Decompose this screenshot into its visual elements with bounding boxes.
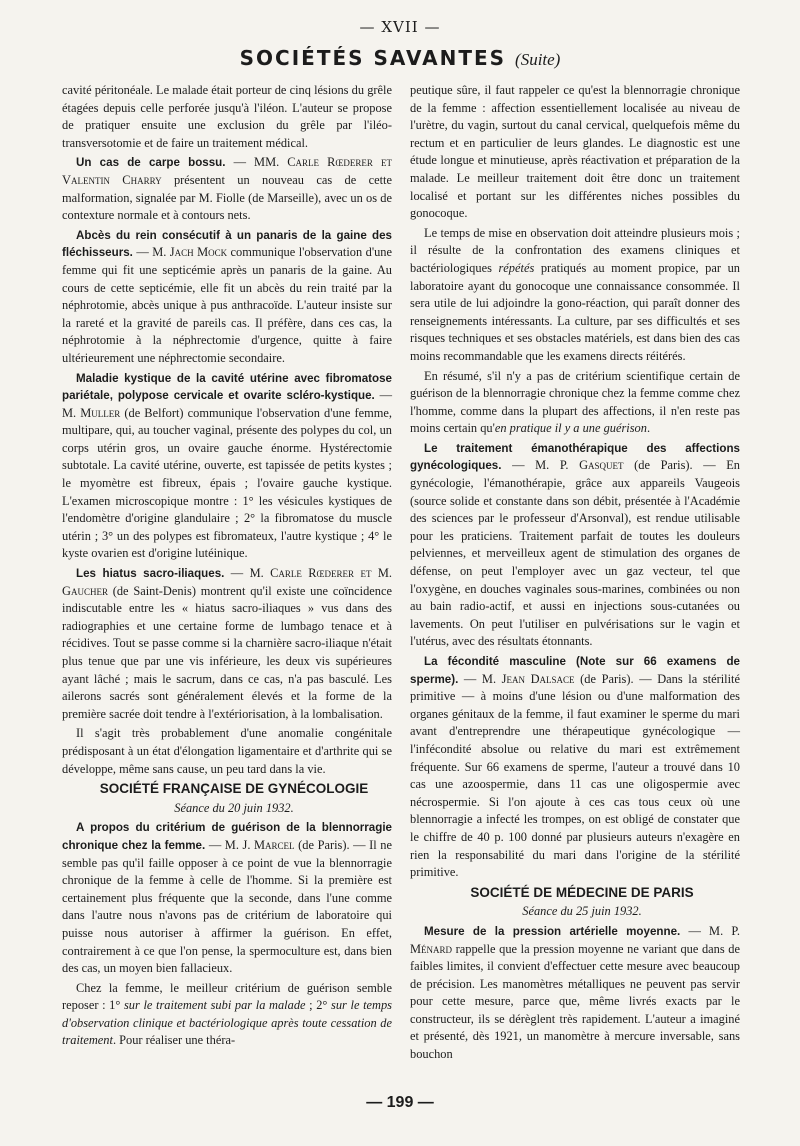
article-heading: Abcès du rein consécutif à un panaris de la gaine des fléchisseurs. [62,228,392,260]
left-column [62,82,392,1052]
author-name: Jach Mock [169,245,228,260]
page-number: — 199 — [366,1094,434,1111]
paragraph: Le temps de mise en observation doit atteindre plusieurs mois ; il résulte de la confrontation des examens cliniques et bactériologiques répétés pratiqués au moment propice, par un laboratoire ayant du gonocoque une connaissance consommée. Il sera utile de lui adjoindre la gono-réaction, qui paraît donner des renseignements intéressants. La culture, par ses difficultés et ses risques techniques et ses obstacles matériels, est dans bien des cas moins recommandable que les examens directs réitérés. [410,225,740,363]
page-number-top: — XVII — [359,18,441,36]
article-heading: Un cas de carpe bossu. [76,156,226,170]
article-heading: Les hiatus sacro-iliaques. [76,567,225,581]
author-name: Ménard [410,941,453,956]
paragraph: peutique sûre, il faut rappeler ce qu'est la blennorragie chronique de la femme : affection essentiellement localisée au niveau de l'urètre, du vagin, surtout du canal cervical, quelquefois même du rectum et en particulier de leurs glandes. Le diagnostic est une étude longue et minutieuse, après réactivation et préparation de la malade. Le meilleur traitement doit être donc un traitement localisé et portant sur les différentes niches possibles du gonocoque. [410,83,740,221]
paragraph: cavité péritonéale. Le malade était porteur de cinq lésions du grêle étagées depuis celle perforée jusqu'à l'iléon. L'auteur se propose de pratiquer ensuite une exclusion du grêle par l'iléo-transversotomie et de faire un traitement médical. [62,83,392,150]
paragraph: Le traitement émanothérapique des affections gynécologiques. — M. P. Gasquet (de Paris). — En gynécologie, l'émanothérapie, grâce aux appareils Vaugeois (source solide et constante dans son débit, présentée à l'Académie des sciences par le professeur d'Arsonval), est rendue utilisable pour les praticiens. Traitement parfait de toutes les douleurs pelviennes, et merveilleux agent de stimulation des organes de défense, on peut l'employer avec un gaz vecteur, tel que l'oxygène, en douches vaginales sous-marines, combinées ou non au bain radio-actif, et aussi en injections sous-cutanées ou lavements. On peut l'utiliser en pulvérisations sur le vagin et l'utérus, avec des résultats étonnants. [410,441,741,649]
article-heading: Le traitement émanothérapique des affections gynécologiques. [410,441,740,473]
paragraph: Chez la femme, le meilleur critérium de guérison semble reposer : 1° sur le traitement subi par la malade ; 2° sur le temps d'observation clinique et bactériologique après toute cessation de traitement. Pour réaliser une théra- [62,980,392,1048]
paragraph: Abcès du rein consécutif à un panaris de la gaine des fléchisseurs. — M. Jach Mock communique l'observation d'une femme qui fit une septicémie après un panaris de la gaine. Au cours de cette septicémie, elle fit un abcès du rein traité par la néphrotomie, abcès unique à pus anthracoïde. L'auteur insiste sur la rareté et la gravité de pareils cas. Il préfère, dans ces cas, la néphrotomie à la néphrectomie d'urgence, quitte à faire ultérieurement une néphrectomie secondaire. [62,228,392,365]
section-date: Séance du 20 juin 1932. [174,800,294,815]
paragraph: A propos du critérium de guérison de la blennorragie chronique chez la femme. — M. J. Marcel (de Paris). — Il ne semble pas qu'il faille opposer à ce point de vue la blennorragie chronique de la femme à celle de l'homme. Si la première est certainement plus fréquente que la seconde, dans l'une comme dans l'autre nous n'avons pas de critérium de laboratoire qui puisse nous autoriser à affirmer la guérison. En effet, contrairement à ce que l'on pense, la spermoculture est, dans bien des cas, un moyen bien fallacieux. [62,821,392,976]
paragraph: Maladie kystique de la cavité utérine avec fibromatose pariétale, polypose cervicale et ovarite scléro-kystique. — M. Muller (de Belfort) communique l'observation d'une femme, multipare, qui, au toucher vaginal, présente des polypes du col, un corps utérin gros, un ovaire gauche énorme. Hystérectomie subtotale. La cavité utérine, ouverte, est tapissée de petits kystes ; le myomètre est fibreux, épais ; l'ovaire gauche kystique. L'examen microscopique montre : 1° les vésicules kystiques de l'endomètre d'origine glandulaire ; 2° la fibromatose du muscle utérin ; 3° un des polypes est fibromateux, l'autre kystique ; 4° le kyste ovarien est d'origine lutéinique. [62,371,392,561]
running-title-suite: (Suite) [515,50,561,69]
author-name: Muller [80,405,121,420]
section-title: SOCIÉTÉ FRANÇAISE DE GYNÉCOLOGIE [99,781,369,797]
article-heading: A propos du critérium de guérison de la blennorragie chronique chez la femme. [62,821,392,852]
section-title: SOCIÉTÉ DE MÉDECINE DE PARIS [470,884,694,900]
article-heading: Maladie kystique de la cavité utérine avec fibromatose pariétale, polypose cervicale et ovarite scléro-kystique. [62,371,392,403]
right-column [410,82,740,1066]
article-heading: Mesure de la pression artérielle moyenne. [424,924,681,938]
author-name: Carle Rœderer et M. Gaucher [62,566,392,598]
running-title-text: SOCIÉTÉS SAVANTES [239,46,507,70]
paragraph: En résumé, s'il n'y a pas de critérium scientifique certain de guérison de la blennorragie chronique chez la femme comme chez l'homme, comme dans la plupart des affections, il n'en reste pas moins certain qu'en pratique il y a une guérison. [410,368,740,436]
author-name: Carle Rœderer et Valentin Charry [62,155,392,187]
author-name: Jean Dalsace [501,671,575,686]
running-title [0,46,800,70]
author-name: Gasquet [579,458,624,473]
paragraph: Les hiatus sacro-iliaques. — M. Carle Rœderer et M. Gaucher (de Saint-Denis) montrent qu'il existe une coïncidence indiscutable entre les « hiatus sacro-iliaques » vus dans des radiographies et une certaine forme de lumbago tenace et à récidives. Tout se passe comme si la charnière sacro-iliaque n'était plus tenue que par une vis inférieure, les deux vis supérieures ayant lâché ; mais le sacrum, dans ce cas, n'a pas basculé. Les ailerons sacrés sont généralement élevés et la forme de la première sacrée doit tendre à l'extériorisation, à la lombalisation. [62,566,392,721]
paragraph: Un cas de carpe bossu. — MM. Carle Rœderer et Valentin Charry présentent un nouveau cas de cette malformation, signalée par M. Fiolle (de Marseille), avec un os de contexture normale et à contours nets. [62,155,392,223]
article-heading: La fécondité masculine (Note sur 66 examens de sperme). [410,655,740,686]
paragraph: Il s'agit très probablement d'une anomalie congénitale prédisposant à un état d'élongation ligamentaire et d'arthrite qui se développe, même sans cause, un peu tard dans la vie. [62,726,392,776]
paragraph: Mesure de la pression artérielle moyenne. — M. P. Ménard rappelle que la pression moyenne ne variant que dans de faibles limites, il convient d'effectuer cette mesure avec beaucoup de précision. Les manomètres métalliques ne peuvent pas servir pour cette mesure, parce que, même livrés exacts par le constructeur, ils se dérèglent très rapidement. L'auteur a imaginé et présenté, dès 1921, un manomètre à mercure inversable, sans bouchon [410,923,740,1062]
paragraph: La fécondité masculine (Note sur 66 examens de sperme). — M. Jean Dalsace (de Paris). — Dans la stérilité primitive — à moins d'une lésion ou d'une malformation des organes génitaux de la femme, il faut examiner le sperme du mari avant d'entreprendre une thérapeutique gynécologique — l'infécondité absolue ou relative du mari est extrêmement fréquente. Sur 66 examens de sperme, l'auteur a trouvé dans 10 cas une azoospermie, dans 11 cas une oligospermie avec nécrospermie. Si l'on ajoute à ces cas tous ceux où une blennorragie a infecté les trompes, on est obligé de constater que le chiffre de 40 p. 100 donné par plusieurs auteurs n'exagère en rien la responsabilité du mari dans l'origine de la stérilité primitive. [410,655,740,880]
author-name: Marcel [254,837,295,852]
section-date: Séance du 25 juin 1932. [522,904,642,919]
